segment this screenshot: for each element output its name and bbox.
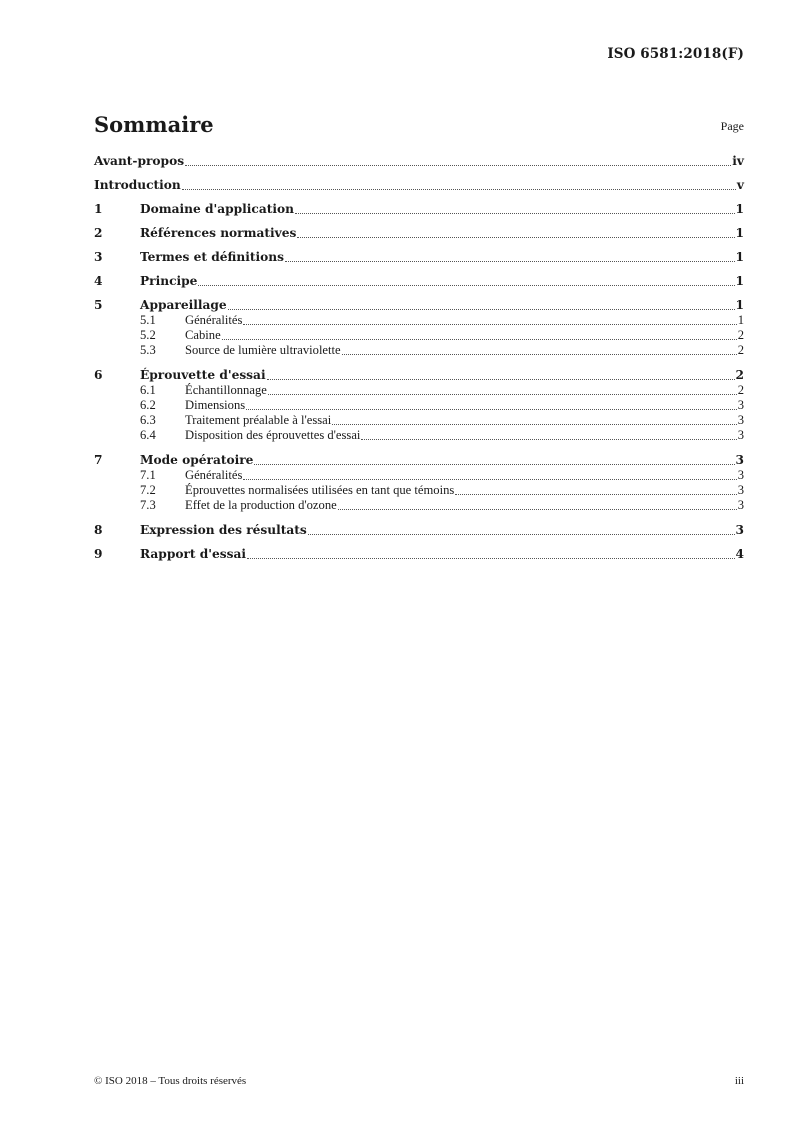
toc-entry-number: 6.2 <box>140 398 156 412</box>
toc-entry-page: 4 <box>735 547 744 561</box>
dot-leader <box>361 438 736 440</box>
toc-entry-label: Traitement préalable à l'essai <box>185 413 332 427</box>
toc-entry-7-3[interactable] <box>94 498 744 513</box>
toc-entry-label: Source de lumière ultraviolette <box>185 343 341 357</box>
toc-entry-8[interactable] <box>94 522 744 538</box>
footer-page-number: iii <box>734 1075 744 1087</box>
dot-leader <box>285 260 735 262</box>
toc-entry-4[interactable] <box>94 273 744 289</box>
dot-leader <box>243 478 736 480</box>
toc-entry-label: Mode opératoire <box>140 453 254 467</box>
toc-entry-number: 5.3 <box>140 343 156 357</box>
toc-entry-number: 7 <box>94 453 103 467</box>
dot-leader <box>297 236 734 238</box>
toc-entry-9[interactable] <box>94 546 744 562</box>
toc-entry-page: 3 <box>737 483 744 497</box>
toc-entry-label: Rapport d'essai <box>140 547 247 561</box>
toc-entry-page: 3 <box>737 428 744 442</box>
toc-entry-number: 6 <box>94 368 103 382</box>
toc-entry-page: iv <box>732 154 744 168</box>
toc-entry-label: Références normatives <box>140 226 297 240</box>
toc-entry-6-1[interactable] <box>94 383 744 398</box>
toc-entry-page: 3 <box>737 468 744 482</box>
toc-entry-number: 7.1 <box>140 468 156 482</box>
toc-entry-label: Principe <box>140 274 198 288</box>
toc-entry-number: 7.2 <box>140 483 156 497</box>
toc-entry-7-2[interactable] <box>94 483 744 498</box>
toc-entry-page: 3 <box>737 498 744 512</box>
toc-entry-label: Avant-propos <box>94 154 185 168</box>
toc-entry-page: 3 <box>737 413 744 427</box>
document-code: ISO 6581:2018(F) <box>607 46 744 62</box>
copyright-notice: © ISO 2018 – Tous droits réservés <box>94 1075 247 1087</box>
dot-leader <box>246 408 737 410</box>
dot-leader <box>342 353 737 355</box>
toc-entry-6[interactable] <box>94 367 744 383</box>
toc-entry-number: 7.3 <box>140 498 156 512</box>
dot-leader <box>267 378 735 380</box>
toc-entry-page: 1 <box>735 298 744 312</box>
toc-entry-page: 2 <box>737 383 744 397</box>
dot-leader <box>338 508 737 510</box>
toc-entry-avant-propos[interactable] <box>94 153 744 169</box>
toc-entry-label: Effet de la production d'ozone <box>185 498 337 512</box>
toc-entry-introduction[interactable] <box>94 177 744 193</box>
toc-entry-6-4[interactable] <box>94 428 744 443</box>
dot-leader <box>308 533 735 535</box>
dot-leader <box>243 323 736 325</box>
toc-entry-6-3[interactable] <box>94 413 744 428</box>
page-footer <box>94 1075 744 1087</box>
dot-leader <box>268 393 737 395</box>
toc-entry-number: 5.1 <box>140 313 156 327</box>
toc-entry-number: 6.3 <box>140 413 156 427</box>
toc-entry-page: 1 <box>735 202 744 216</box>
toc-entry-page: 1 <box>735 274 744 288</box>
dot-leader <box>455 493 736 495</box>
dot-leader <box>222 338 737 340</box>
toc-entry-number: 6.4 <box>140 428 156 442</box>
toc-entry-label: Éprouvettes normalisées utilisées en tant que témoins <box>185 483 455 497</box>
toc-entry-label: Cabine <box>185 328 221 342</box>
toc-entry-number: 3 <box>94 250 103 264</box>
toc-entry-number: 9 <box>94 547 103 561</box>
toc-entry-page: 1 <box>735 250 744 264</box>
toc-entry-label: Disposition des éprouvettes d'essai <box>185 428 361 442</box>
toc-entry-number: 1 <box>94 202 103 216</box>
dot-leader <box>332 423 736 425</box>
toc-entry-5[interactable] <box>94 297 744 313</box>
toc-entry-7-1[interactable] <box>94 468 744 483</box>
toc-entry-page: 2 <box>737 328 744 342</box>
page-column-label: Page <box>720 119 744 133</box>
toc-entry-page: 2 <box>737 343 744 357</box>
toc-entry-number: 4 <box>94 274 103 288</box>
toc-entry-label: Termes et définitions <box>140 250 284 264</box>
toc-entry-label: Introduction <box>94 178 181 192</box>
toc-entry-1[interactable] <box>94 201 744 217</box>
toc-entry-5-2[interactable] <box>94 328 744 343</box>
toc-entry-2[interactable] <box>94 225 744 241</box>
toc-entry-page: v <box>736 178 744 192</box>
toc-entry-page: 1 <box>737 313 744 327</box>
dot-leader <box>185 164 731 166</box>
toc-entry-6-2[interactable] <box>94 398 744 413</box>
dot-leader <box>228 308 735 310</box>
page-title: Sommaire <box>94 112 214 137</box>
dot-leader <box>247 557 734 559</box>
toc-entry-label: Échantillonnage <box>185 383 267 397</box>
toc-entry-3[interactable] <box>94 249 744 265</box>
toc-entry-page: 3 <box>735 523 744 537</box>
toc-entry-number: 8 <box>94 523 103 537</box>
toc-entry-label: Appareillage <box>140 298 227 312</box>
toc-entry-label: Généralités <box>185 468 243 482</box>
toc-entry-number: 5.2 <box>140 328 156 342</box>
dot-leader <box>182 188 736 190</box>
toc-entry-label: Éprouvette d'essai <box>140 368 266 382</box>
dot-leader <box>295 212 735 214</box>
toc-entry-number: 5 <box>94 298 103 312</box>
toc-entry-label: Expression des résultats <box>140 523 307 537</box>
toc-entry-page: 3 <box>735 453 744 467</box>
toc-entry-label: Dimensions <box>185 398 246 412</box>
toc-entry-number: 2 <box>94 226 103 240</box>
toc-entry-7[interactable] <box>94 452 744 468</box>
toc-entry-label: Généralités <box>185 313 243 327</box>
toc-entry-page: 2 <box>735 368 744 382</box>
table-of-contents <box>94 153 744 562</box>
toc-entry-number: 6.1 <box>140 383 156 397</box>
dot-leader <box>254 463 734 465</box>
toc-entry-5-1[interactable] <box>94 313 744 328</box>
toc-entry-label: Domaine d'application <box>140 202 294 216</box>
toc-entry-page: 3 <box>737 398 744 412</box>
toc-entry-5-3[interactable] <box>94 343 744 358</box>
dot-leader <box>198 284 734 286</box>
toc-entry-page: 1 <box>735 226 744 240</box>
